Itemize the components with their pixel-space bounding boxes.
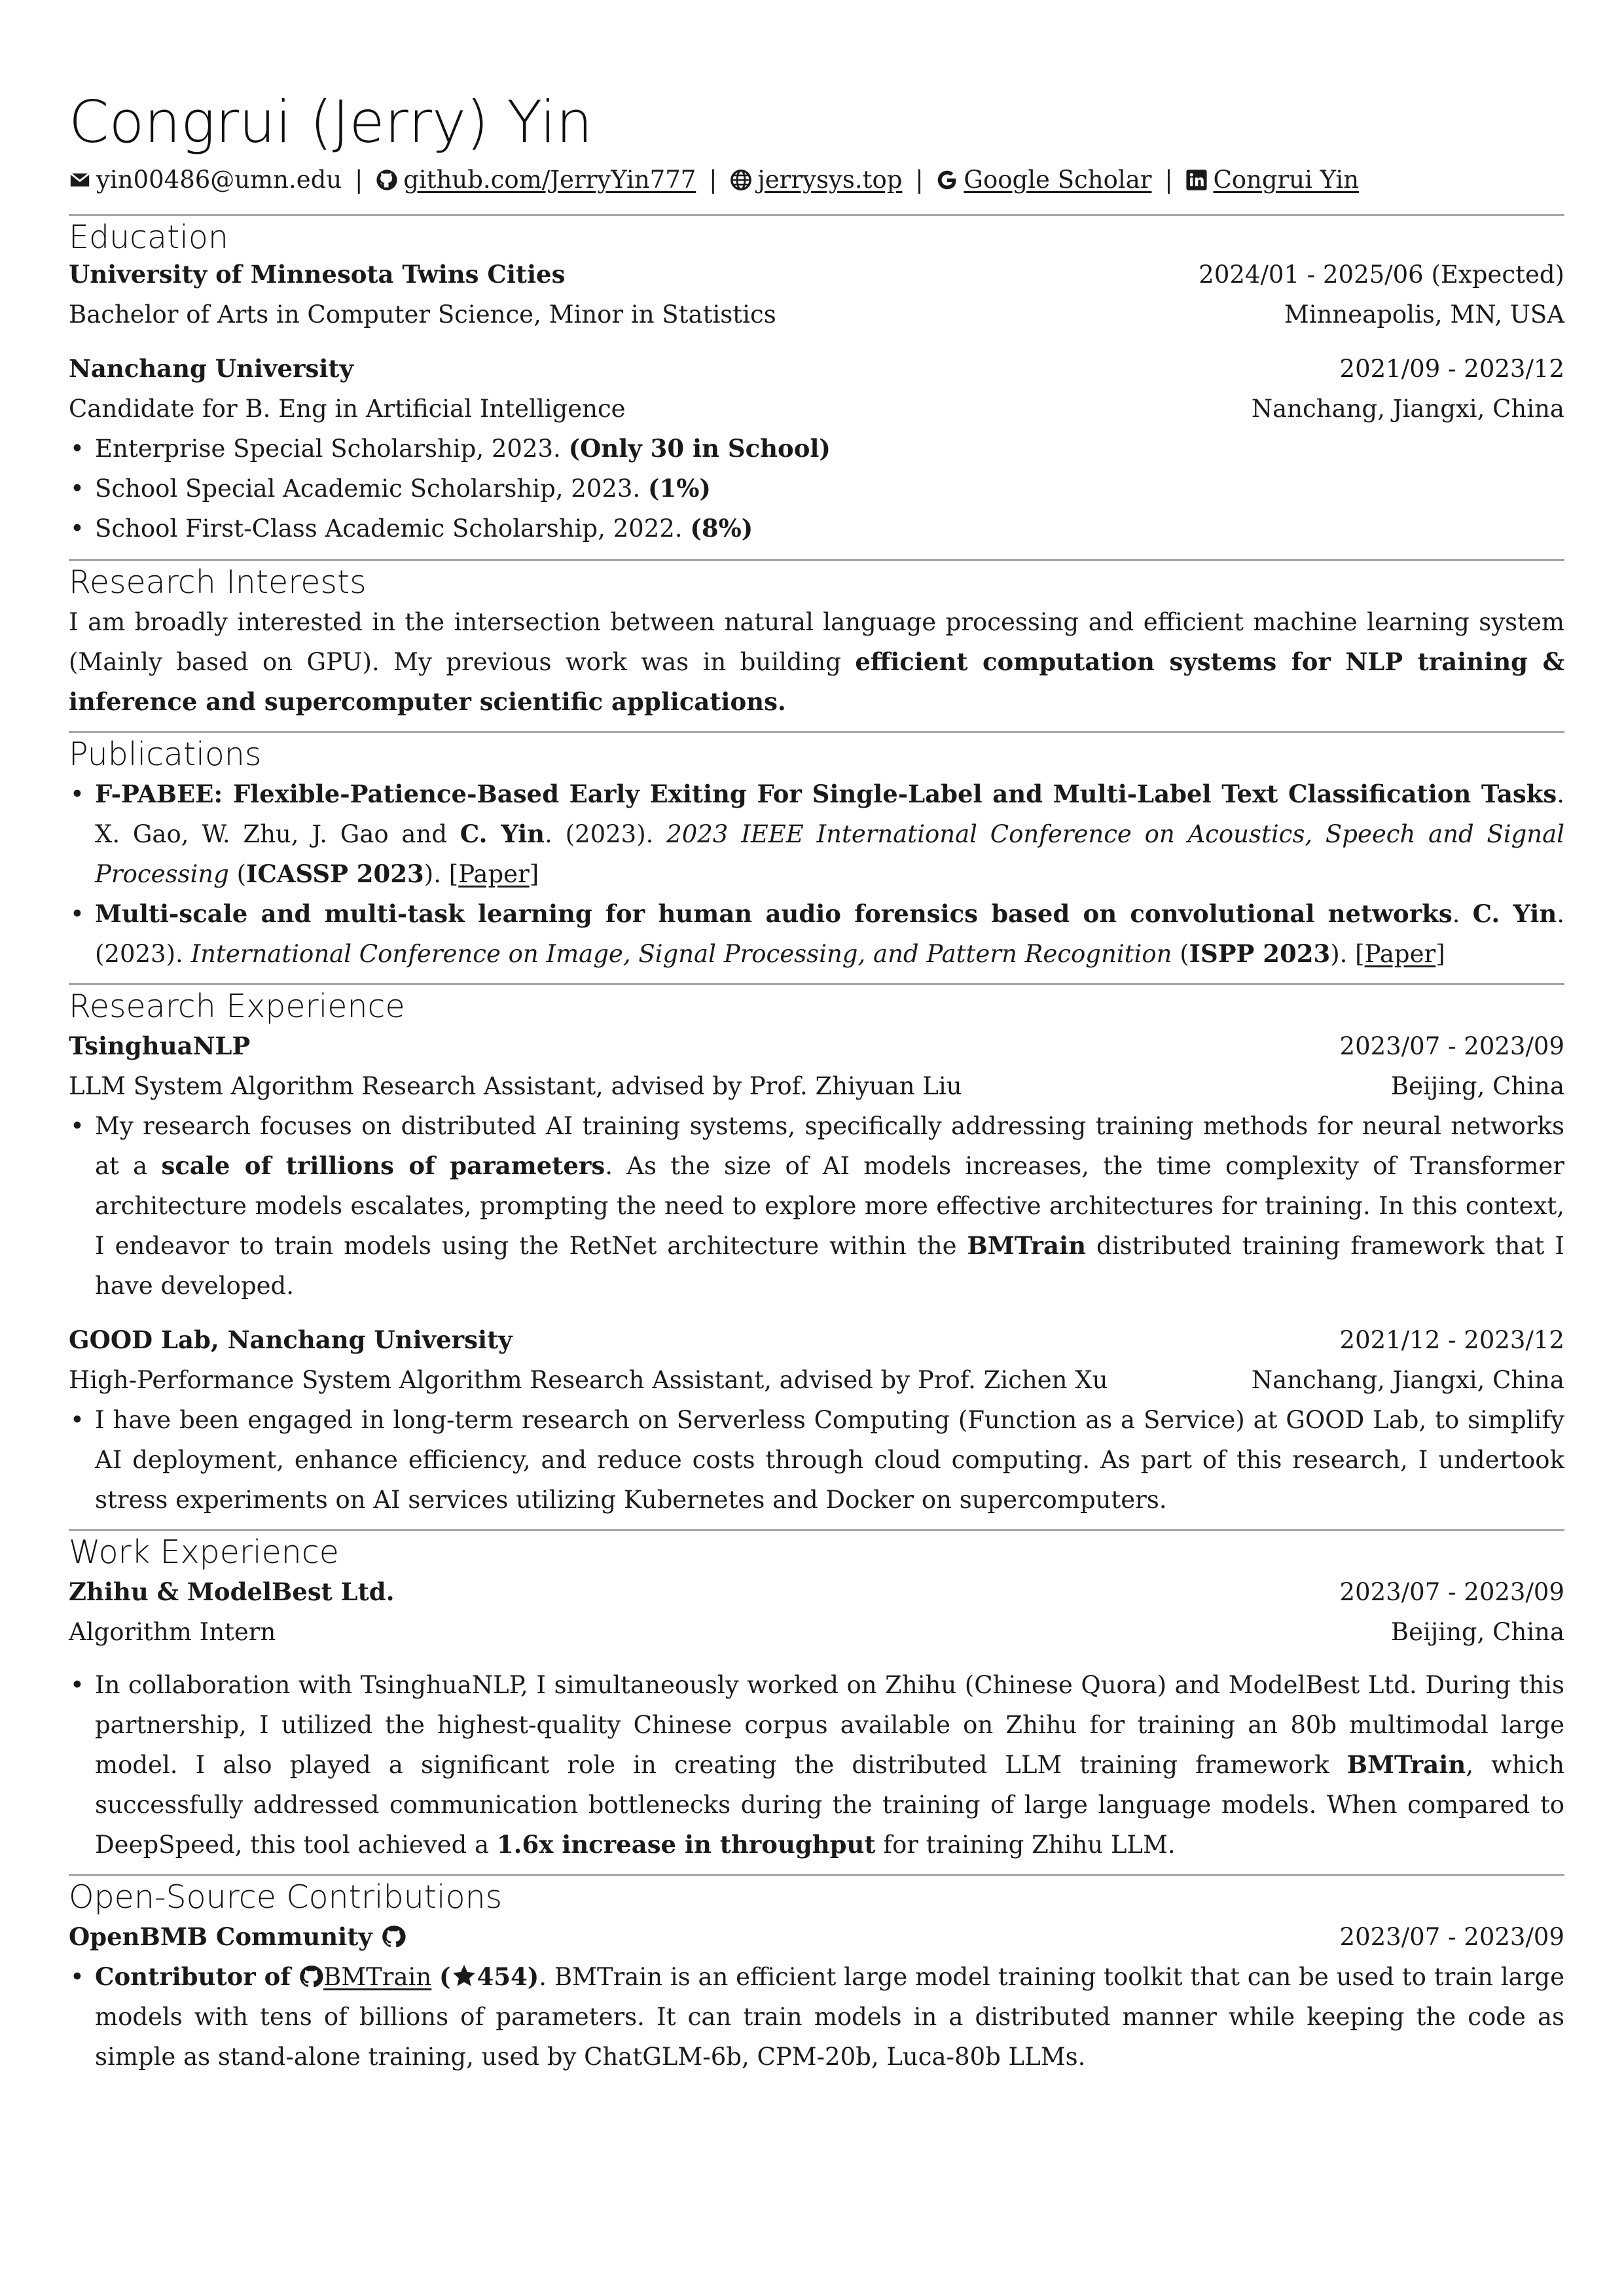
degree: Candidate for B. Eng in Artificial Intelligence <box>69 395 626 423</box>
work-entry <box>69 1572 1564 1865</box>
separator: | <box>709 166 717 194</box>
list-item: • Enterprise Special Scholarship, 2023. (Only 30 in School) <box>69 429 1564 469</box>
list-item: • My research focuses on distributed AI training systems, specifically addressing training methods for neural networks at a scale of trillions of parameters. As the size of AI models increases, the time complexity of Transformer architecture models escalates, prompting the need to explore more effective architectures for training. In this context, I endeavor to train models using the RetNet architecture within the BMTrain distributed training framework that I have developed. <box>69 1106 1564 1306</box>
email-text[interactable]: yin00486@umn.edu <box>96 166 342 194</box>
org-name: Zhihu & ModelBest Ltd. <box>69 1577 395 1606</box>
separator: | <box>915 166 924 194</box>
list-item: • I have been engaged in long-term research on Serverless Computing (Function as a Service) at GOOD Lab, to simplify AI deployment, enhance efficiency, and reduce costs through cloud computing. As part of this research, I undertook stress experiments on AI services utilizing Kubernetes and Docker on supercomputers. <box>69 1400 1564 1520</box>
degree: Bachelor of Arts in Computer Science, Minor in Statistics <box>69 300 776 329</box>
github-link[interactable]: github.com/JerryYin777 <box>403 166 696 194</box>
school-location: Minneapolis, MN, USA <box>1284 300 1564 329</box>
separator: | <box>1164 166 1173 194</box>
star-count: 454 <box>477 1962 528 1991</box>
work-experience-heading: Work Experience <box>69 1529 1564 1572</box>
bmtrain-repo-link[interactable]: BMTrain <box>323 1963 432 1991</box>
publication-item: • Multi-scale and multi-task learning for human audio forensics based on convolutional networks. C. Yin. (2023). International Conference on Image, Signal Processing, and Pattern Recognition (ISPP 2023). [Paper] <box>69 894 1564 974</box>
list-item: • School Special Academic Scholarship, 2023. (1%) <box>69 469 1564 509</box>
publication-item: • F-PABEE: Flexible-Patience-Based Early Exiting For Single-Label and Multi-Label Text Classification Tasks. X. Gao, W. Zhu, J. Gao and C. Yin. (2023). 2023 IEEE International Conference on Acoustics, Speech and Signal Processing (ICASSP 2023). [Paper] <box>69 774 1564 894</box>
education-entry <box>69 255 1564 334</box>
experience-entry <box>69 1026 1564 1306</box>
open-source-heading: Open-Source Contributions <box>69 1874 1564 1917</box>
org-name: GOOD Lab, Nanchang University <box>69 1325 513 1354</box>
org-name: TsinghuaNLP <box>69 1031 251 1060</box>
separator: | <box>354 166 363 194</box>
entry-dates: 2023/07 - 2023/09 <box>1339 1578 1564 1606</box>
school-dates: 2024/01 - 2025/06 (Expected) <box>1199 260 1564 289</box>
education-entry <box>69 349 1564 548</box>
school-name: University of Minnesota Twins Cities <box>69 260 566 289</box>
org-name: OpenBMB Community <box>69 1922 372 1951</box>
research-experience-heading: Research Experience <box>69 983 1564 1026</box>
school-dates: 2021/09 - 2023/12 <box>1339 355 1564 383</box>
website-link[interactable]: jerrysys.top <box>757 166 903 194</box>
entry-location: Beijing, China <box>1390 1072 1564 1100</box>
list-item: • Contributor of BMTrain ( 454). BMTrain is an efficient large model training toolkit that can be used to train large models with tens of billions of parameters. It can train models in a distributed manner while keeping the code as simple as stand-alone training, used by ChatGLM-6b, CPM-20b, Luca-80b LLMs. <box>69 1957 1564 2077</box>
research-interests-heading: Research Interests <box>69 559 1564 602</box>
publications-heading: Publications <box>69 731 1564 774</box>
entry-dates: 2023/07 - 2023/09 <box>1339 1032 1564 1060</box>
paper-link[interactable]: Paper <box>458 860 530 888</box>
google-icon <box>936 169 958 191</box>
github-icon <box>381 1924 406 1949</box>
star-icon <box>451 1963 477 1989</box>
entry-dates: 2023/07 - 2023/09 <box>1339 1923 1564 1951</box>
candidate-name: Congrui (Jerry) Yin <box>69 88 593 156</box>
publication-title: Multi-scale and multi-task learning for human audio forensics based on convolutional networks <box>95 899 1453 928</box>
entry-location: Nanchang, Jiangxi, China <box>1251 1366 1564 1394</box>
envelope-icon <box>69 169 91 191</box>
open-source-entry <box>69 1917 1564 2077</box>
publication-title: F-PABEE: Flexible-Patience-Based Early Exiting For Single-Label and Multi-Label Text Classification Tasks <box>95 780 1557 808</box>
list-item: • In collaboration with TsinghuaNLP, I simultaneously worked on Zhihu (Chinese Quora) and ModelBest Ltd. During this partnership, I utilized the highest-quality Chinese corpus available on Zhihu for training an 80b multimodal large model. I also played a significant role in creating the distributed LLM training framework BMTrain, which successfully addressed communication bottlenecks during the training of large language models. When compared to DeepSpeed, this tool achieved a 1.6x increase in throughput for training Zhihu LLM. <box>69 1665 1564 1865</box>
publications-list <box>69 774 1564 974</box>
resume-page <box>69 0 1564 2091</box>
paper-link[interactable]: Paper <box>1364 940 1436 968</box>
linkedin-icon <box>1185 169 1208 191</box>
role: LLM System Algorithm Research Assistant, advised by Prof. Zhiyuan Liu <box>69 1072 962 1100</box>
awards-list <box>69 429 1564 548</box>
list-item: • School First-Class Academic Scholarship, 2022. (8%) <box>69 509 1564 548</box>
school-location: Nanchang, Jiangxi, China <box>1251 395 1564 423</box>
education-heading: Education <box>69 214 1564 257</box>
scholar-link[interactable]: Google Scholar <box>964 166 1152 194</box>
entry-dates: 2021/12 - 2023/12 <box>1339 1326 1564 1354</box>
globe-icon <box>730 169 752 191</box>
role: Algorithm Intern <box>69 1618 276 1646</box>
github-icon <box>298 1964 323 1989</box>
role: High-Performance System Algorithm Research Assistant, advised by Prof. Zichen Xu <box>69 1366 1108 1394</box>
school-name: Nanchang University <box>69 354 353 383</box>
experience-entry <box>69 1320 1564 1520</box>
entry-location: Beijing, China <box>1390 1618 1564 1646</box>
research-interests-text: I am broadly interested in the intersection between natural language processing and efficient machine learning system (Mainly based on GPU). My previous work was in building efficient computation systems for NLP training & inference and supercomputer scientific applications. <box>69 608 1564 716</box>
github-icon <box>376 169 398 191</box>
linkedin-link[interactable]: Congrui Yin <box>1213 166 1360 194</box>
contact-line <box>69 162 1564 198</box>
